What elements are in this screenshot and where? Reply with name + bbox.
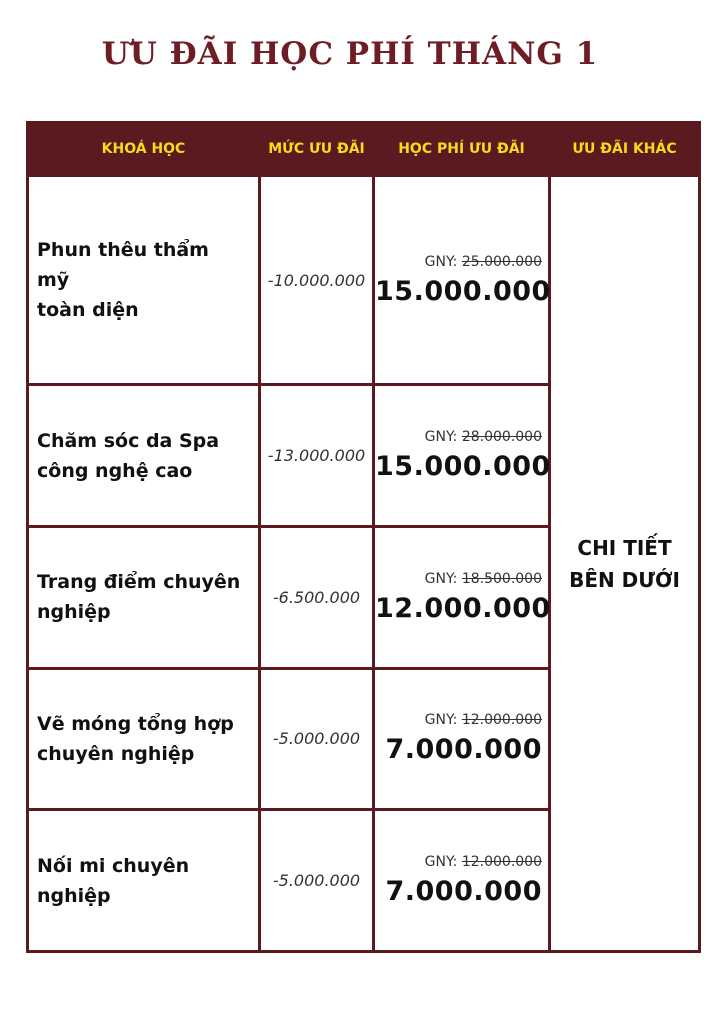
course-name-line: toàn diện [37,299,139,322]
price-cell [374,385,550,527]
gny-label: GNY: [424,570,458,587]
original-price-line [375,854,542,870]
course-name-line: công nghệ cao [37,459,193,482]
original-price: 12.000.000 [461,854,542,871]
page-title: ƯU ĐÃI HỌC PHÍ THÁNG 1 [101,36,599,72]
course-name-line: chuyên nghiệp [37,742,195,765]
sale-price: 7.000.000 [385,876,542,908]
original-price-line [375,571,542,587]
course-name [28,385,260,527]
course-name [28,668,260,810]
gny-label: GNY: [424,429,458,446]
course-name-line: Chăm sóc da Spa [37,429,220,452]
original-price-line [375,254,542,270]
other-offer [550,176,700,952]
original-price-line [375,712,542,728]
course-name-line: Nối mi chuyên [37,854,190,877]
gny-label: GNY: [424,854,458,871]
original-price: 25.000.000 [461,253,542,270]
course-name [28,810,260,952]
course-name [28,526,260,668]
sale-price: 15.000.000 [375,451,551,483]
discount-amount: -6.500.000 [260,526,374,668]
price-cell [374,810,550,952]
price-cell [374,526,550,668]
header-price: HỌC PHÍ ƯU ĐÃI [374,123,550,176]
header-other: ƯU ĐÃI KHÁC [550,123,700,176]
sale-price: 12.000.000 [375,592,551,624]
course-name-line: nghiệp [37,601,111,624]
header-course: KHOÁ HỌC [28,123,260,176]
course-name-line: Vẽ móng tổng hợp [37,712,234,735]
other-offer-line: CHI TIẾT [577,535,672,560]
gny-label: GNY: [424,253,458,270]
discount-amount: -10.000.000 [260,176,374,385]
price-cell [374,176,550,385]
sale-price: 7.000.000 [385,734,542,766]
discount-amount: -13.000.000 [260,385,374,527]
discount-amount: -5.000.000 [260,810,374,952]
table-row [28,176,700,385]
course-name-line: Phun thêu thẩm mỹ [37,239,209,292]
original-price-line [375,429,542,445]
original-price: 28.000.000 [461,429,542,446]
other-offer-line: BÊN DƯỚI [569,567,680,592]
table-header-row [28,123,700,176]
header-discount: MỨC ƯU ĐÃI [260,123,374,176]
discount-amount: -5.000.000 [260,668,374,810]
course-name-line: nghiệp [37,884,111,907]
sale-price: 15.000.000 [375,275,551,307]
course-name-line: Trang điểm chuyên [37,571,241,594]
course-name [28,176,260,385]
price-cell [374,668,550,810]
gny-label: GNY: [424,712,458,729]
original-price: 18.500.000 [461,570,542,587]
original-price: 12.000.000 [461,712,542,729]
tuition-table [26,121,701,953]
